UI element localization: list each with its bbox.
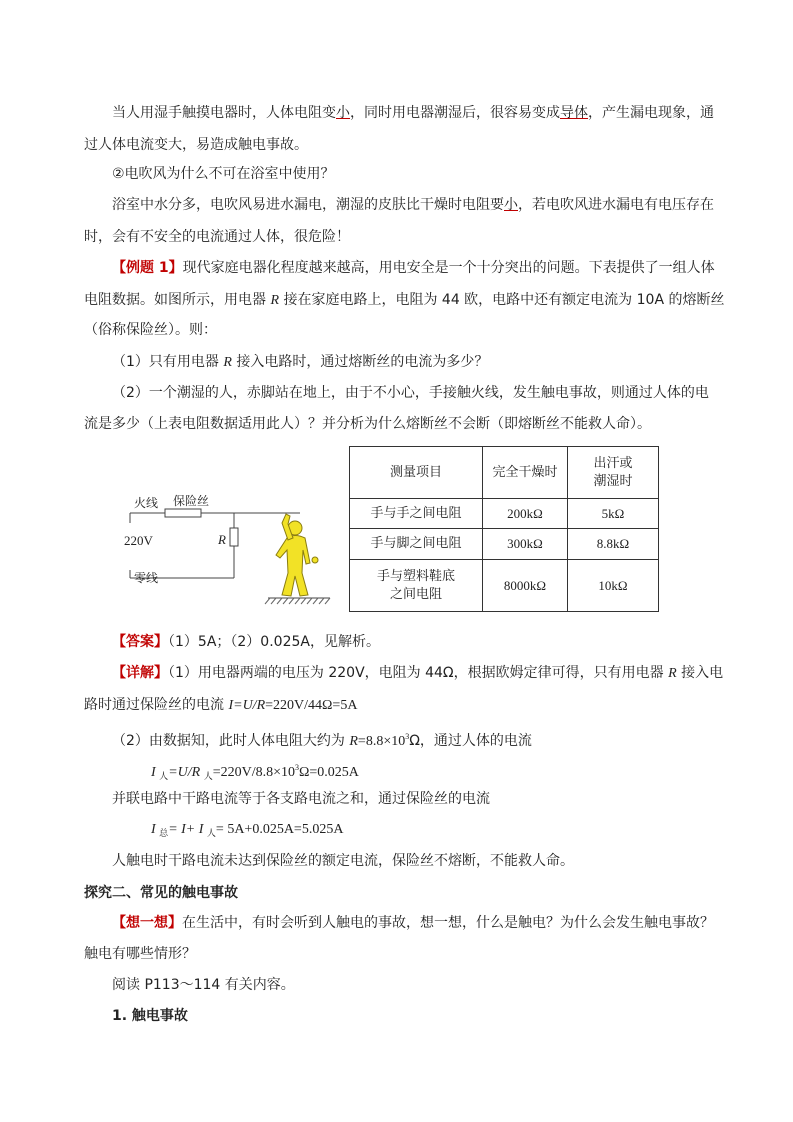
detail-line: 并联电路中干路电流等于各支路电流之和，通过保险丝的电流: [112, 791, 490, 807]
text: ，同时用电器潮湿后，很容易变成: [350, 105, 560, 121]
think-line: 触电有哪些情形？: [84, 946, 196, 962]
answer-line: [112, 632, 380, 652]
detail-line: [84, 695, 357, 716]
formula: I=U/R: [228, 698, 266, 713]
resistor-label: R: [218, 532, 226, 547]
formula: = I+ I: [168, 822, 207, 837]
table-cell: 300kΩ: [483, 529, 568, 560]
fuse-label: 保险丝: [173, 494, 210, 508]
formula: I: [151, 765, 160, 780]
table-row: [350, 529, 659, 560]
cell-line: 之间电阻: [389, 586, 442, 602]
detail-line: 人触电时干路电流未达到保险丝的额定电流，保险丝不熔断，不能救人命。: [112, 853, 574, 869]
example-question: [112, 352, 488, 373]
text: ，若电吹风进水漏电有电压存在: [518, 197, 714, 213]
reading-instruction: 阅读 P113～114 有关内容。: [112, 977, 295, 993]
table-header: 测量项目: [350, 447, 483, 499]
voltage-label: 220V: [124, 533, 153, 548]
table-cell: [350, 560, 483, 612]
text: 接入电路时，通过熔断丝的电流为多少？: [231, 354, 489, 370]
table-row: [350, 560, 659, 612]
text: 电阻数据。如图所示，用电器: [84, 292, 271, 308]
subscript: 人: [206, 828, 216, 838]
text: 当人用湿手触摸电器时，人体电阻变: [112, 105, 336, 121]
text: 接入电: [676, 665, 724, 681]
think-tag: 【想一想】: [112, 915, 182, 931]
text: 在生活中，有时会听到人触电的事故，想一想，什么是触电？为什么会发生触电事故？: [182, 915, 714, 931]
text: （2）由数据知，此时人体电阻大约为: [112, 733, 350, 749]
variable: R: [270, 293, 280, 308]
variable: R: [349, 734, 358, 749]
cell-line: 手与塑料鞋底: [376, 568, 455, 584]
paragraph-line: 时，会有不安全的电流通过人体，很危险！: [84, 229, 350, 245]
answer-tag: 【答案】: [112, 634, 168, 650]
example-line: [112, 258, 715, 278]
underlined-answer: 小: [336, 105, 350, 121]
table-cell: 8000kΩ: [483, 560, 568, 612]
example-question: （2）一个潮湿的人，赤脚站在地上，由于不小心，手接触火线，发生触电事故，则通过人体的电: [112, 385, 709, 401]
text: Ω，通过人体的电流: [409, 733, 532, 749]
formula: = 5A+0.025A=5.025A: [215, 822, 344, 837]
subscript: 人: [203, 771, 213, 781]
detail-line: [112, 663, 723, 684]
header-line: 出汗或: [593, 455, 633, 471]
text: （1）用电器两端的电压为 220V，电阻为 44Ω，根据欧姆定律可得，只有用电器: [168, 665, 669, 681]
table-cell: 200kΩ: [483, 499, 568, 529]
example-line: （俗称保险丝）。则：: [84, 322, 217, 338]
example-line: [84, 290, 724, 311]
subscript: 总: [159, 828, 169, 838]
table-header-row: [350, 447, 659, 499]
formula: I: [151, 822, 160, 837]
section-heading: 探究二、常见的触电事故: [84, 885, 238, 901]
text: 路时通过保险丝的电流: [84, 697, 229, 713]
table-cell: 5kΩ: [568, 499, 659, 529]
underlined-answer: 导体: [560, 105, 588, 121]
paragraph-line: [112, 103, 714, 123]
variable: R: [668, 666, 677, 681]
exponent: 3: [295, 763, 299, 772]
example-tag: 【例题 1】: [112, 260, 183, 276]
subscript: 人: [159, 771, 169, 781]
subsection-heading: 1. 触电事故: [112, 1008, 188, 1024]
underlined-answer: 小: [504, 197, 518, 213]
neutral-wire-label: 零线: [134, 571, 159, 585]
example-question: 流是多少（上表电阻数据适用此人）？并分析为什么熔断丝不会断（即熔断丝不能救人命）。: [84, 416, 651, 432]
table-cell: 8.8kΩ: [568, 529, 659, 560]
detail-tag: 【详解】: [112, 665, 168, 681]
table-header: 完全干燥时: [483, 447, 568, 499]
detail-line: [112, 727, 532, 752]
table-header: [568, 447, 659, 499]
think-line: [112, 913, 714, 933]
formula: =220V/8.8×10: [212, 765, 295, 780]
person-figure: [276, 514, 318, 596]
paragraph-line: 过人体电流变大，易造成触电事故。: [84, 137, 308, 153]
formula: =U/R: [168, 765, 204, 780]
question-line: ②电吹风为什么不可在浴室中使用？: [112, 166, 335, 182]
variable: R: [223, 355, 232, 370]
text: 现代家庭电器化程度越来越高，用电安全是一个十分突出的问题。下表提供了一组人体: [182, 260, 715, 276]
formula: =8.8×10: [357, 734, 406, 749]
live-wire-label: 火线: [134, 496, 159, 510]
table-cell: 手与手之间电阻: [350, 499, 483, 529]
table-cell: 10kΩ: [568, 560, 659, 612]
text: 接在家庭电路上，电阻为 44 欧，电路中还有额定电流为 10A 的熔断丝: [279, 292, 725, 308]
formula: Ω=0.025A: [299, 765, 359, 780]
paragraph-line: [112, 195, 714, 215]
text: ，产生漏电现象，通: [588, 105, 714, 121]
table-cell: 手与脚之间电阻: [350, 529, 483, 560]
formula-line: [151, 820, 343, 843]
formula: =220V/44Ω=5A: [265, 698, 358, 713]
formula-line: [151, 758, 359, 786]
answer-text: （1）5A；（2）0.025A，见解析。: [168, 634, 380, 650]
header-line: 潮湿时: [593, 473, 633, 489]
text: 浴室中水分多，电吹风易进水漏电，潮湿的皮肤比干燥时电阻要: [112, 197, 504, 213]
resistor-symbol: [230, 528, 238, 546]
table-row: [350, 499, 659, 529]
text: （1）只有用电器: [112, 354, 224, 370]
resistance-table: [349, 446, 659, 612]
exponent: 3: [405, 732, 410, 741]
